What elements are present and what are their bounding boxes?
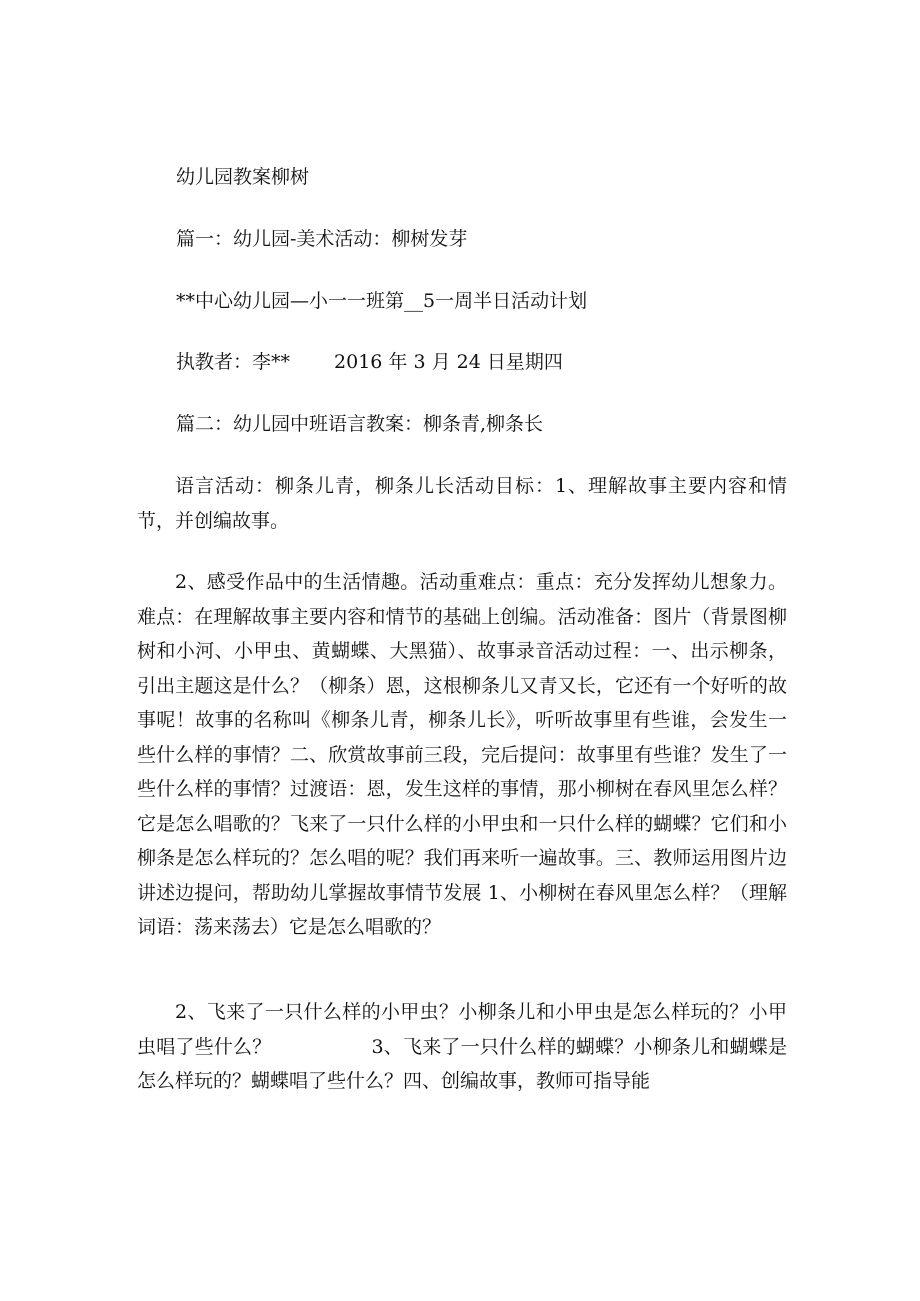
plan-line xyxy=(176,289,587,313)
paragraph-continuation xyxy=(137,995,787,1099)
plan-suffix: 一周半日活动计划 xyxy=(435,290,588,312)
teacher-label: 执教者：李** xyxy=(176,351,291,373)
plan-underline: __ xyxy=(404,290,424,312)
part-two-heading: 篇二：幼儿园中班语言教案：柳条青,柳条长 xyxy=(176,413,544,435)
paragraph-process: 2、感受作品中的生活情趣。活动重难点：重点：充分发挥幼儿想象力。难点：在理解故事主要内容和情节的基础上创编。活动准备：图片（背景图柳树和小河、小甲虫、黄蝴蝶、大黑猫）、故事录音活动过程：一、出示柳条，引出主题这是什么？（柳条）恩，这根柳条儿又青又长，它还有一个好听的故事呢！故事的名称叫《柳条儿青，柳条儿长》，听听故事里有些谁，会发生一些什么样的事情？二、欣赏故事前三段，完后提问：故事里有些谁？发生了一些什么样的事情？过渡语：恩，发生这样的事情，那小柳树在春风里怎么样？它是怎么唱歌的？飞来了一只什么样的小甲虫和一只什么样的蝴蝶？它们和小柳条是怎么样玩的？怎么唱的呢？我们再来听一遍故事。三、教师运用图片边讲述边提问，帮助幼儿掌握故事情节发展 1、小柳树在春风里怎么样？（理解词语：荡来荡去）它是怎么唱歌的？ xyxy=(137,571,787,938)
plan-prefix: **中心幼儿园 xyxy=(176,290,291,312)
paragraph-objectives: 语言活动：柳条儿青，柳条儿长活动目标：1、理解故事主要内容和情节，并创编故事。 xyxy=(137,475,787,532)
teacher-line xyxy=(176,350,563,374)
teacher-date: 2016 年 3 月 24 日星期四 xyxy=(334,351,563,373)
doc-title: 幼儿园教案柳树 xyxy=(176,166,310,188)
paragraph-continuation-b: 3、飞来了一只什么样的蝴蝶？小柳条儿和蝴蝶是怎么样玩的？蝴蝶唱了些什么？四、创编故事，教师可指导能 xyxy=(137,1035,787,1092)
plan-class: 小一一班第 xyxy=(309,290,405,312)
part-one-heading: 篇一：幼儿园-美术活动：柳树发芽 xyxy=(176,228,468,250)
plan-dash: — xyxy=(290,290,310,312)
paragraph-continuation-a: 2、飞来了一只什么样的小甲虫？小柳条儿和小甲虫是怎么样玩的？小甲虫唱了些什么？ xyxy=(137,1001,787,1058)
plan-week: 5 xyxy=(423,290,436,312)
